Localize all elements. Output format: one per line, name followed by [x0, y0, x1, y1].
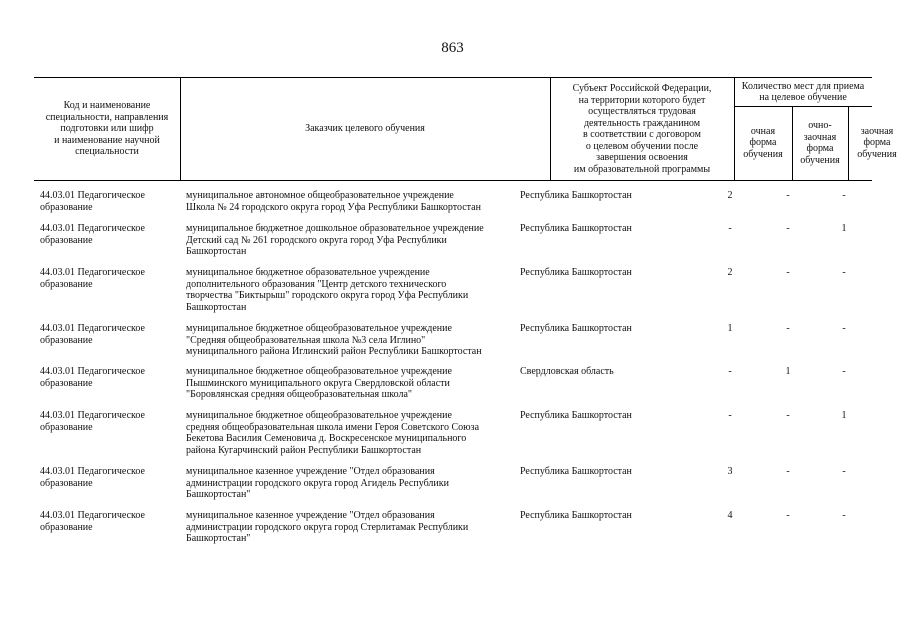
- row-code: 44.03.01 Педагогическое образование: [40, 223, 145, 246]
- header-subject-cell: [550, 78, 735, 180]
- row-code: 44.03.01 Педагогическое образование: [40, 510, 145, 533]
- row-extramural: -: [842, 366, 846, 377]
- header-full-time-cell: [734, 106, 793, 180]
- header-quantity-label: Количество мест для приема на целевое обучение: [741, 80, 865, 103]
- row-extramural: 1: [841, 223, 847, 234]
- row-full-time: -: [728, 410, 732, 421]
- table-row: [34, 466, 872, 510]
- table-row: [34, 410, 872, 466]
- row-part-time: -: [786, 267, 790, 278]
- row-full-time: 2: [727, 190, 733, 201]
- row-code: 44.03.01 Педагогическое образование: [40, 190, 145, 213]
- row-customer: муниципальное бюджетное общеобразовательное учреждение средняя общеобразовательная школа имени Героя Советского Союза Бекетова Василия Семеновича д. Воскресенское муниципального района Кугарчинский район Республики Башкортостан: [186, 410, 480, 456]
- row-full-time: 1: [727, 323, 733, 334]
- header-code-cell: [34, 78, 181, 180]
- table-row: [34, 223, 872, 267]
- table-row: [34, 267, 872, 323]
- row-subject: Свердловская область: [520, 366, 614, 377]
- row-code: 44.03.01 Педагогическое образование: [40, 466, 145, 489]
- row-subject: Республика Башкортостан: [520, 223, 632, 234]
- row-part-time: -: [786, 466, 790, 477]
- row-customer: муниципальное казенное учреждение "Отдел образования администрации городского округа город Агидель Республики Башкортостан": [186, 466, 449, 500]
- header-extramural-cell: [848, 106, 905, 180]
- row-extramural: -: [842, 323, 846, 334]
- header-part-time-cell: [792, 106, 849, 180]
- header-quantity-cell: [734, 78, 872, 107]
- row-customer: муниципальное казенное учреждение "Отдел образования администрации городского округа город Стерлитамак Республики Башкортостан": [186, 510, 469, 544]
- row-customer: муниципальное автономное общеобразовательное учреждение Школа № 24 городского округа город Уфа Республики Башкортостан: [186, 190, 481, 213]
- header-customer-label: Заказчик целевого обучения: [305, 123, 425, 135]
- row-extramural: 1: [841, 410, 847, 421]
- header-subject-label: Субъект Российской Федерации, на территории которого будет осуществляться трудовая деятельность гражданином в соответствии с договором о целевом обучении после завершения освоения им образовательной программы: [572, 83, 712, 175]
- row-subject: Республика Башкортостан: [520, 190, 632, 201]
- header-extramural-label: заочная форма обучения: [857, 125, 897, 160]
- row-part-time: -: [786, 410, 790, 421]
- row-customer: муниципальное бюджетное дошкольное образовательное учреждение Детский сад № 261 городского округа город Уфа Республики Башкортостан: [186, 223, 484, 257]
- table-row: [34, 323, 872, 366]
- header-customer-cell: [180, 78, 551, 180]
- row-extramural: -: [842, 190, 846, 201]
- row-full-time: 3: [727, 466, 733, 477]
- row-part-time: -: [786, 223, 790, 234]
- row-part-time: -: [786, 510, 790, 521]
- page-number: 863: [441, 40, 464, 56]
- row-part-time: 1: [785, 366, 791, 377]
- header-part-time-label: очно- заочная форма обучения: [800, 120, 840, 166]
- row-customer: муниципальное бюджетное общеобразовательное учреждение Пышминского муниципального округа Свердловской области "Боровлянская средняя общеобразовательная школа": [186, 366, 452, 400]
- row-extramural: -: [842, 510, 846, 521]
- header-code-label: Код и наименование специальности, направления подготовки или шифр и наименование научной специальности: [45, 100, 169, 158]
- row-extramural: -: [842, 466, 846, 477]
- table-header: [34, 77, 897, 181]
- row-customer: муниципальное бюджетное образовательное учреждение дополнительного образования "Центр детского технического творчества "Биктырыш" городского округа город Уфа Республики Башкортостан: [186, 267, 469, 313]
- row-full-time: -: [728, 366, 732, 377]
- row-customer: муниципальное бюджетное общеобразовательное учреждение "Средняя общеобразовательная школа №3 села Иглино" муниципального района Иглинский район Республики Башкортостан: [186, 323, 482, 357]
- header-full-time-label: очная форма обучения: [743, 125, 783, 160]
- row-part-time: -: [786, 323, 790, 334]
- table-row: [34, 510, 872, 554]
- row-extramural: -: [842, 267, 846, 278]
- table-row: [34, 190, 872, 223]
- table-body: [34, 190, 872, 554]
- row-subject: Республика Башкортостан: [520, 267, 632, 278]
- row-code: 44.03.01 Педагогическое образование: [40, 366, 145, 389]
- row-full-time: 4: [727, 510, 733, 521]
- row-subject: Республика Башкортостан: [520, 466, 632, 477]
- row-code: 44.03.01 Педагогическое образование: [40, 323, 145, 346]
- row-subject: Республика Башкортостан: [520, 510, 632, 521]
- row-subject: Республика Башкортостан: [520, 323, 632, 334]
- row-subject: Республика Башкортостан: [520, 410, 632, 421]
- row-full-time: 2: [727, 267, 733, 278]
- row-code: 44.03.01 Педагогическое образование: [40, 410, 145, 433]
- row-part-time: -: [786, 190, 790, 201]
- table-row: [34, 366, 872, 410]
- row-code: 44.03.01 Педагогическое образование: [40, 267, 145, 290]
- row-full-time: -: [728, 223, 732, 234]
